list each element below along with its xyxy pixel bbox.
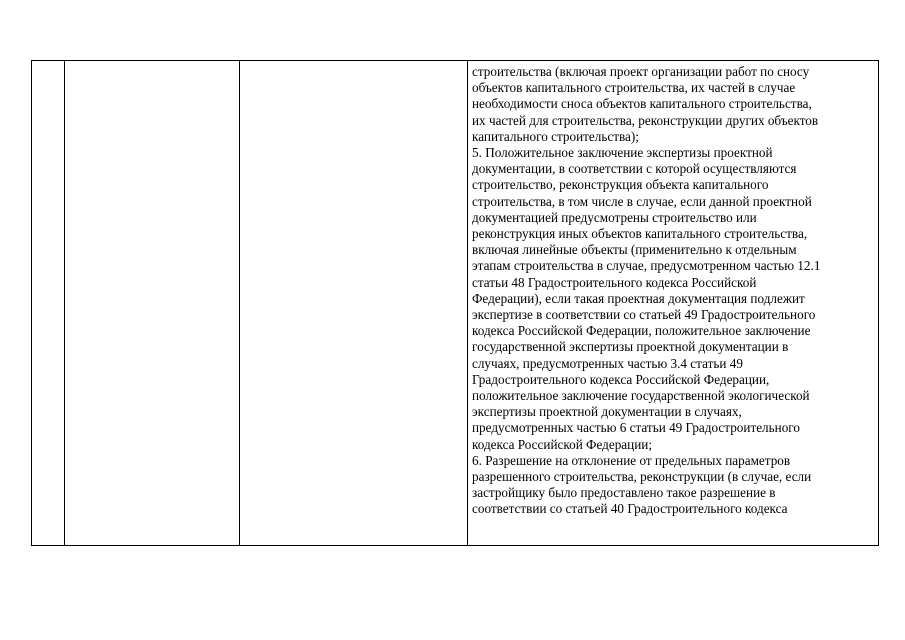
text-line: предусмотренных частью 6 статьи 49 Градостроительного [472,420,800,436]
text-line: капитального строительства); [472,128,639,144]
cell-number-text [32,61,64,64]
text-line: статьи 48 Градостроительного кодекса Российской [472,274,757,290]
table-row [32,61,879,546]
text-line: кодекса Российской Федерации; [472,436,652,452]
text-line: этапам строительства в случае, предусмотренном частью 12.1 [472,258,821,274]
text-line: строительство, реконструкция объекта капитального [472,177,769,193]
table-cell-name [65,61,240,546]
text-line: включая линейные объекты (применительно к отдельным [472,242,797,258]
text-line: государственной экспертизы проектной документации в [472,339,789,355]
text-line: документацией предусмотрены строительство или [472,209,757,225]
text-line: экспертизе в соответствии со статьей 49 Градостроительного [472,307,816,323]
text-line: положительное заключение государственной экологической [472,388,810,404]
text-line: 5. Положительное заключение экспертизы проектной [472,145,773,161]
text-line: строительства (включая проект организации работ по сносу [472,64,810,79]
text-line: экспертизы проектной документации в случаях, [472,404,742,420]
text-line: строительства, в том числе в случае, если данной проектной [472,193,812,209]
document-table [31,60,879,546]
text-line: кодекса Российской Федерации, положительное заключение [472,323,811,339]
text-line: необходимости сноса объектов капитального строительства, [472,96,812,112]
text-line: разрешенного строительства, реконструкции (в случае, если [472,469,812,485]
text-line: документации, в соответствии с которой осуществляются [472,161,797,177]
text-line: Градостроительного кодекса Российской Федерации, [472,371,770,387]
documents-text-block [468,61,878,518]
text-line: реконструкция иных объектов капитального строительства, [472,226,808,242]
table-cell-documents [468,61,879,546]
text-line: Федерации), если такая проектная документация подлежит [472,290,805,306]
text-line: их частей для строительства, реконструкции других объектов [472,112,819,128]
table-cell-description [240,61,468,546]
text-line: 6. Разрешение на отклонение от предельных параметров [472,452,791,468]
text-line: случаях, предусмотренных частью 3.4 статьи 49 [472,355,743,371]
text-line: соответствии со статьей 40 Градостроительного кодекса [472,501,788,517]
table-cell-number [32,61,65,546]
text-line: застройщику было предоставлено такое разрешение в [472,485,776,501]
cell-name-text [65,61,239,64]
text-line: объектов капитального строительства, их частей в случае [472,80,796,96]
cell-description-text [240,61,467,64]
